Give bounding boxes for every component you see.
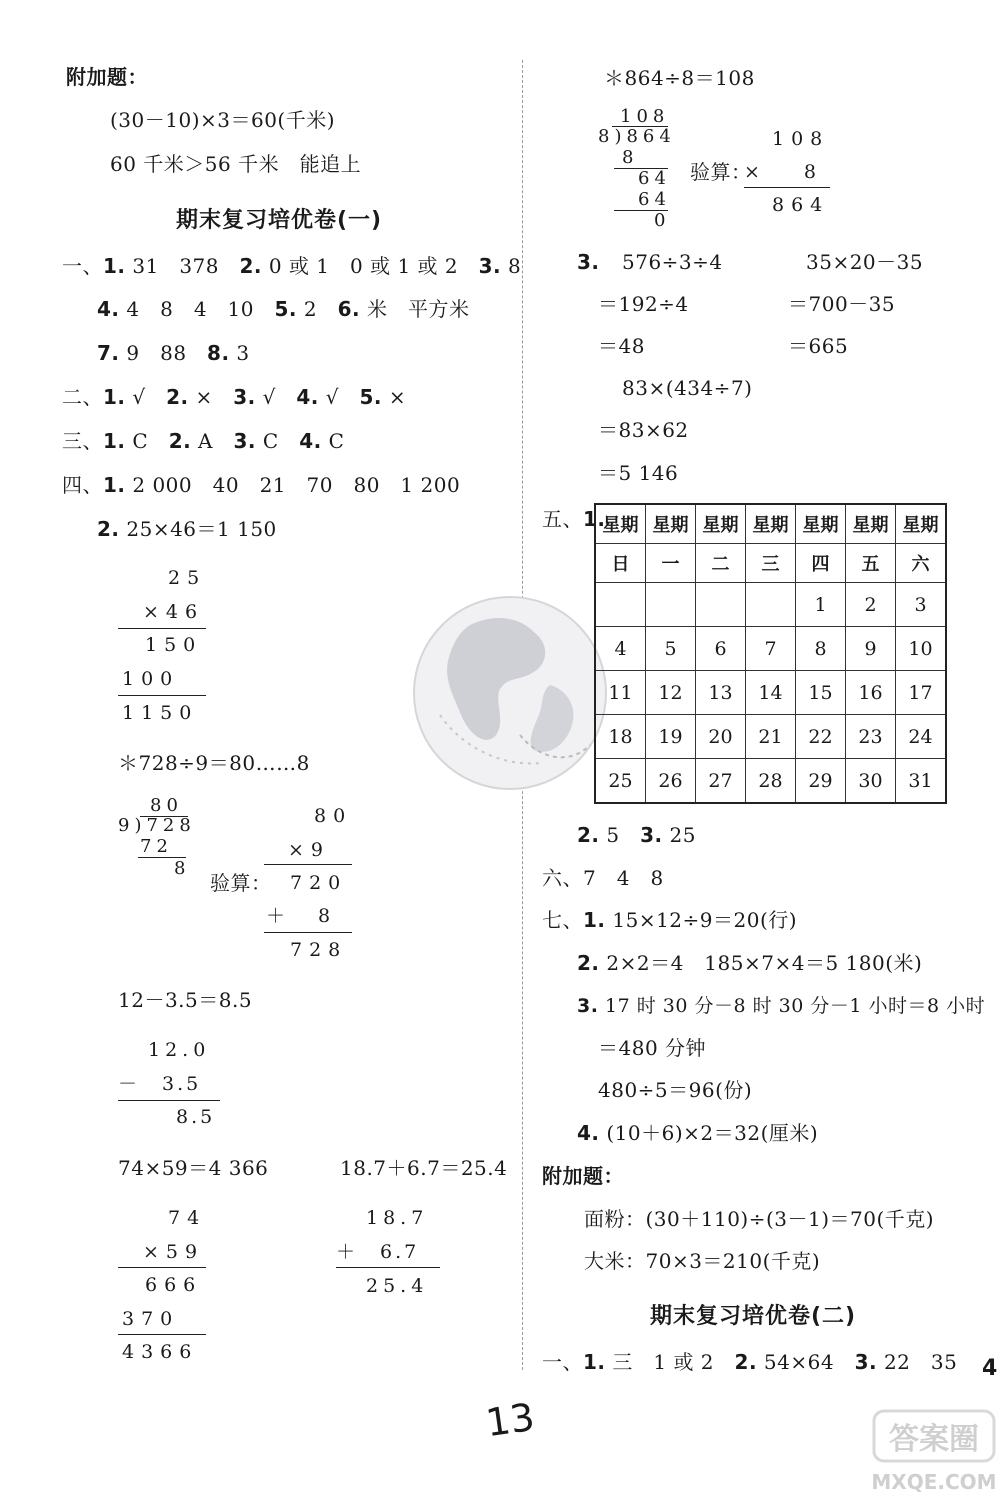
bonus-line-2: 60 千米＞56 千米 能追上 xyxy=(110,152,362,176)
bonus-2-line-2: 大米：70×3＝210(千克) xyxy=(584,1249,821,1273)
calc-3c-line-2: ＝83×62 xyxy=(598,418,689,442)
calendar-table xyxy=(594,503,947,804)
calendar-day-cell: 15 xyxy=(796,671,846,715)
calendar-day-cell: 17 xyxy=(896,671,947,715)
calendar-day-cell xyxy=(696,583,746,627)
section-7-line-2: 2. 2×2＝4 185×7×4＝5 180(米) xyxy=(577,951,923,975)
calc-3b-line-3: ＝665 xyxy=(788,334,849,358)
calendar-day-cell: 13 xyxy=(696,671,746,715)
section-3-label: 3. xyxy=(577,250,600,274)
calendar-day-cell: 7 xyxy=(746,627,796,671)
calendar-day-cell: 29 xyxy=(796,759,846,804)
globe-illustration xyxy=(400,585,620,800)
calc-3a-line-3: ＝48 xyxy=(598,334,645,358)
exam-2-section-1-line: 一、1. 三 1 或 2 2. 54×64 3. 22 35 xyxy=(542,1350,958,1374)
calendar-day-cell: 10 xyxy=(896,627,947,671)
calendar-day-cell: 22 xyxy=(796,715,846,759)
calendar-week-row xyxy=(595,759,946,804)
svg-text:答案圈: 答案圈 xyxy=(889,1422,979,1457)
calendar-day-cell xyxy=(646,583,696,627)
section-5-line-2: 2. 5 3. 25 xyxy=(577,823,696,847)
calendar-week-row xyxy=(595,671,946,715)
calendar-day-cell: 5 xyxy=(646,627,696,671)
calendar-week-row xyxy=(595,583,946,627)
calc-3b-line-2: ＝700－35 xyxy=(788,292,896,316)
calendar-day-cell: 8 xyxy=(796,627,846,671)
calendar-day-cell: 14 xyxy=(746,671,796,715)
svg-text:MXQE.COM: MXQE.COM xyxy=(871,1470,997,1494)
calendar-day-cell: 31 xyxy=(896,759,947,804)
calendar-day-cell: 2 xyxy=(846,583,896,627)
calc-3c-line-1: 83×(434÷7) xyxy=(622,376,753,400)
section-7-line-4: ＝480 分钟 xyxy=(598,1036,707,1060)
calendar-header-row-bottom: 日 一 二 三 四 五 六 xyxy=(595,544,946,583)
page-number: 4 xyxy=(982,1356,998,1381)
calc-3b-line-1: 35×20－35 xyxy=(806,250,924,274)
section-2-line: 二、1. √ 2. × 3. √ 4. √ 5. × xyxy=(62,385,407,409)
exam-title-2: 期末复习培优卷(二) xyxy=(650,1304,857,1329)
section-3-line: 三、1. C 2. A 3. C 4. C xyxy=(62,429,345,453)
calc-3c-line-3: ＝5 146 xyxy=(598,461,679,485)
addition-title: 18.7＋6.7＝25.4 xyxy=(340,1156,508,1180)
watermark-logo xyxy=(870,1405,998,1500)
calendar-day-cell: 18 xyxy=(595,715,646,759)
calendar-day-cell: 26 xyxy=(646,759,696,804)
calendar-day-cell: 24 xyxy=(896,715,947,759)
bonus-title: 附加题： xyxy=(66,65,148,89)
section-6-line: 六、7 4 8 xyxy=(542,866,664,890)
calendar-day-cell: 28 xyxy=(746,759,796,804)
calendar-day-cell: 23 xyxy=(846,715,896,759)
section-7-line-3: 3. 17 时 30 分－8 时 30 分－1 小时＝8 小时 xyxy=(577,995,986,1017)
subtraction-title: 12－3.5＝8.5 xyxy=(118,988,253,1012)
calendar-day-cell: 20 xyxy=(696,715,746,759)
calendar-week-row xyxy=(595,715,946,759)
calendar-day-cell: 25 xyxy=(595,759,646,804)
calendar-day-cell: 4 xyxy=(595,627,646,671)
calc-3a-line-2: ＝192÷4 xyxy=(598,292,689,316)
section-4-line-2: 2. 25×46＝1 150 xyxy=(97,517,277,541)
bonus-title-2: 附加题： xyxy=(542,1164,624,1188)
exam-title-1: 期末复习培优卷(一) xyxy=(176,208,383,233)
division-728-title: ＊728÷9＝80……8 xyxy=(118,751,310,775)
calendar-day-cell xyxy=(746,583,796,627)
section-7-line-6: 4. (10＋6)×2＝32(厘米) xyxy=(577,1121,819,1145)
calendar-day-cell: 30 xyxy=(846,759,896,804)
calendar-day-cell: 3 xyxy=(896,583,947,627)
section-5-label: 五、1. xyxy=(542,507,606,531)
calendar-day-cell: 27 xyxy=(696,759,746,804)
calendar-day-cell: 11 xyxy=(595,671,646,715)
calendar-day-cell: 12 xyxy=(646,671,696,715)
check-label-1: 验算： xyxy=(210,871,272,895)
calendar-day-cell: 6 xyxy=(696,627,746,671)
calendar-week-row xyxy=(595,627,946,671)
multiplication-74x59-title: 74×59＝4 366 xyxy=(118,1156,269,1180)
section-1-line-2: 4. 4 8 4 10 5. 2 6. 米 平方米 xyxy=(97,297,470,321)
calendar-day-cell xyxy=(595,583,646,627)
calendar-day-cell: 16 xyxy=(846,671,896,715)
calendar-day-cell: 9 xyxy=(846,627,896,671)
section-7-line-1: 七、1. 15×12÷9＝20(行) xyxy=(542,908,798,932)
handwritten-page-number: 13 xyxy=(483,1394,538,1446)
section-7-line-5: 480÷5＝96(份) xyxy=(598,1078,753,1102)
check-label-2: 验算： xyxy=(690,160,752,184)
calendar-day-cell: 19 xyxy=(646,715,696,759)
division-864-title: ＊864÷8＝108 xyxy=(604,66,755,90)
calc-3a-line-1: 576÷3÷4 xyxy=(622,250,723,274)
bonus-2-line-1: 面粉：(30＋110)÷(3－1)＝70(千克) xyxy=(584,1207,935,1231)
calendar-day-cell: 1 xyxy=(796,583,846,627)
section-4-line-1: 四、1. 2 000 40 21 70 80 1 200 xyxy=(62,473,461,497)
calendar-day-cell: 21 xyxy=(746,715,796,759)
section-1-line-3: 7. 9 88 8. 3 xyxy=(97,341,250,365)
bonus-line-1: (30－10)×3＝60(千米) xyxy=(110,108,336,132)
calendar-header-row-top: 星期 星期 星期 星期 星期 星期 星期 xyxy=(595,504,946,544)
section-1-line-1: 一、1. 31 378 2. 0 或 1 0 或 1 或 2 3. 8 xyxy=(62,254,522,278)
